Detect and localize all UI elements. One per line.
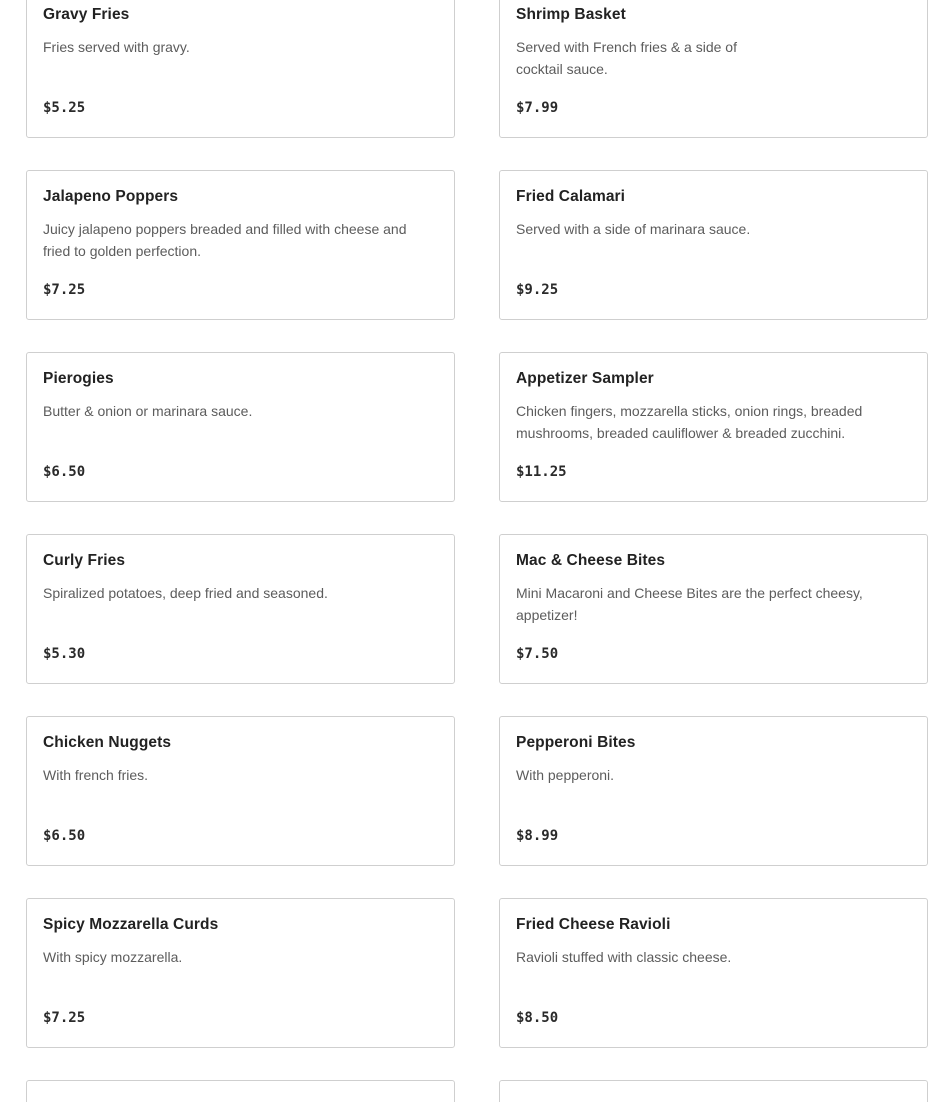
item-name: Shrimp Basket [516, 6, 626, 23]
item-price: $6.50 [43, 828, 86, 844]
menu-item-shrimp-basket[interactable] [499, 0, 928, 138]
menu-item-partial[interactable] [499, 1080, 928, 1102]
item-price: $7.25 [43, 1010, 86, 1026]
menu-item-pepperoni-bites[interactable] [499, 716, 928, 866]
menu-item-chicken-nuggets[interactable] [26, 716, 455, 866]
item-name: Curly Fries [43, 552, 126, 569]
item-description: Butter & onion or marinara sauce. [43, 403, 253, 419]
item-price: $6.50 [43, 464, 86, 480]
item-price: $8.99 [516, 828, 559, 844]
item-name: Spicy Mozzarella Curds [43, 916, 219, 933]
item-description: Chicken fingers, mozzarella sticks, onion rings, breaded mushrooms, breaded cauliflower & breaded zucchini. [516, 403, 863, 441]
item-description: Fries served with gravy. [43, 39, 190, 55]
menu-item-spicy-mozzarella-curds[interactable] [26, 898, 455, 1048]
item-name: Pepperoni Bites [516, 734, 636, 751]
item-description: Ravioli stuffed with classic cheese. [516, 949, 732, 965]
item-name: Chicken Nuggets [43, 734, 172, 751]
menu-item-jalapeno-poppers[interactable] [26, 170, 455, 320]
item-description: With pepperoni. [516, 767, 615, 783]
item-price: $8.50 [516, 1010, 559, 1026]
menu-item-appetizer-sampler[interactable] [499, 352, 928, 502]
menu-items-grid [26, 0, 928, 1102]
item-name: Jalapeno Poppers [43, 188, 179, 205]
item-description: Spiralized potatoes, deep fried and seasoned. [43, 585, 328, 601]
menu-item-pierogies[interactable] [26, 352, 455, 502]
item-description: Served with French fries & a side of cocktail sauce. [516, 39, 737, 77]
item-name: Pierogies [43, 370, 114, 387]
item-price: $5.30 [43, 646, 86, 662]
menu-item-gravy-fries[interactable] [26, 0, 455, 138]
item-name: Mac & Cheese Bites [516, 552, 666, 569]
item-price: $7.25 [43, 282, 86, 298]
item-price: $11.25 [516, 464, 567, 480]
menu-item-fried-cheese-ravioli[interactable] [499, 898, 928, 1048]
item-description: Mini Macaroni and Cheese Bites are the perfect cheesy, appetizer! [516, 585, 863, 623]
item-description: With spicy mozzarella. [43, 949, 183, 965]
item-name: Gravy Fries [43, 6, 130, 23]
item-price: $7.99 [516, 100, 559, 116]
item-description: Juicy jalapeno poppers breaded and filled with cheese and fried to golden perfection. [43, 221, 407, 259]
item-price: $9.25 [516, 282, 559, 298]
menu-item-partial[interactable] [26, 1080, 455, 1102]
menu-item-fried-calamari[interactable] [499, 170, 928, 320]
item-price: $7.50 [516, 646, 559, 662]
item-name: Fried Cheese Ravioli [516, 916, 671, 933]
menu-item-curly-fries[interactable] [26, 534, 455, 684]
menu-item-mac-cheese-bites[interactable] [499, 534, 928, 684]
item-description: With french fries. [43, 767, 149, 783]
item-description: Served with a side of marinara sauce. [516, 221, 751, 237]
item-name: Appetizer Sampler [516, 370, 654, 387]
item-name: Fried Calamari [516, 188, 626, 205]
item-price: $5.25 [43, 100, 86, 116]
